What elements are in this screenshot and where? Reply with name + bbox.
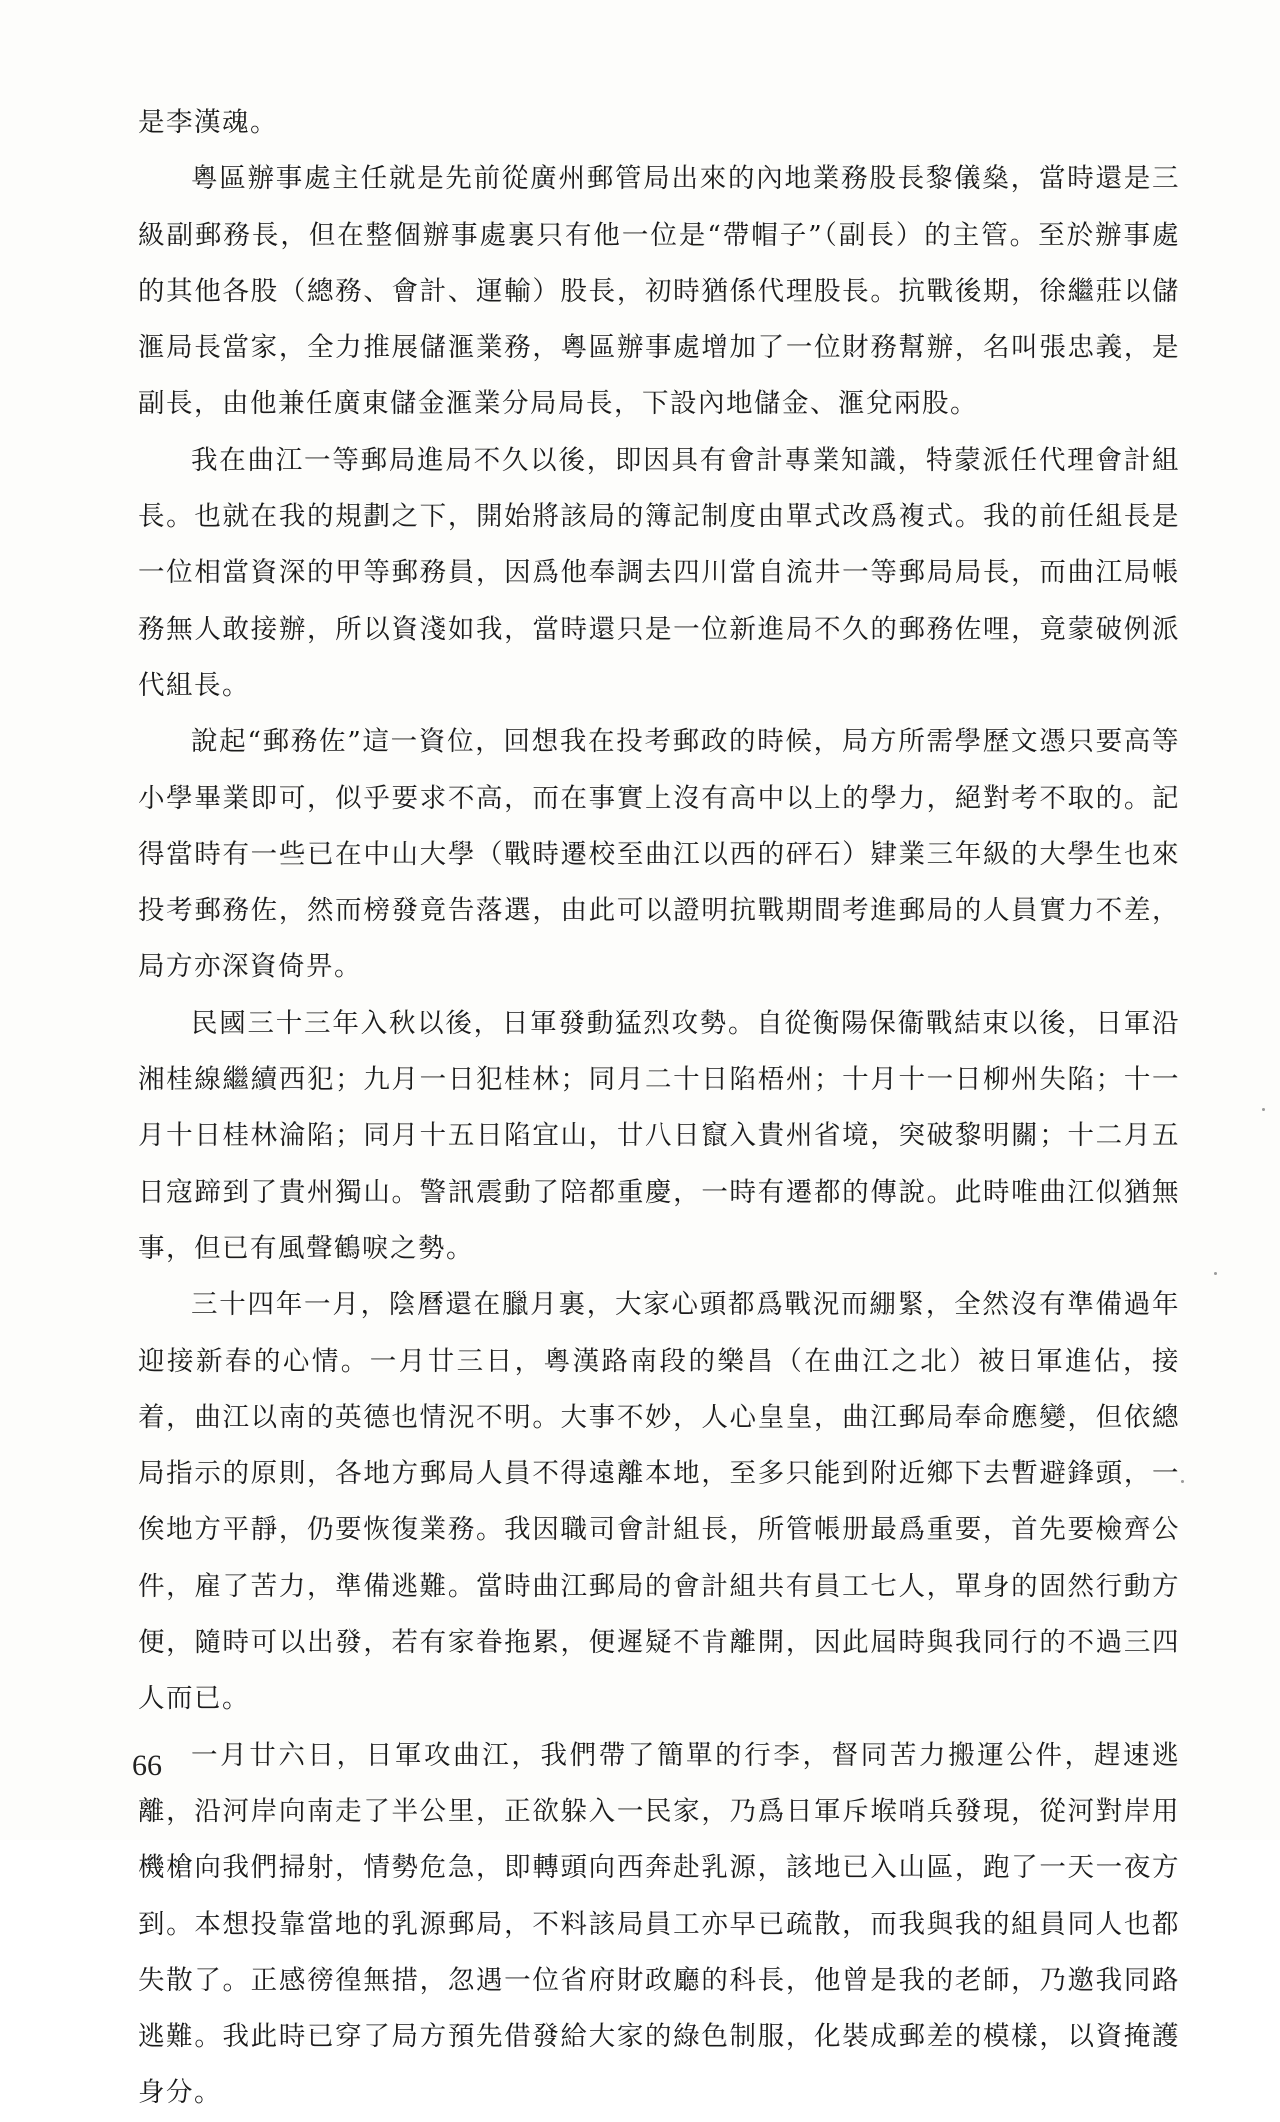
paragraph-postal-clerk: 說起“郵務佐”這一資位，回想我在投考郵政的時候，局方所需學歷文憑只要高等小學畢業即可，似乎要求不高，而在事實上沒有高中以上的學力，絕對考不取的。記得當時有一些已在中山大學（戰時遷校至曲江以西的砰石）肄業三年級的大學生也來投考郵務佐，然而榜發竟告落選，由此可以證明抗戰期間考進郵局的人員實力不差，局方亦深資倚畀。 [138,726,1180,983]
paragraph-yue-office: 粵區辦事處主任就是先前從廣州郵管局出來的內地業務股長黎儀燊，當時還是三級副郵務長，但在整個辦事處裏只有他一位是“帶帽子”（副長）的主管。至於辦事處的其他各股（總務、會計、運輸）股長，初時猶係代理股長。抗戰後期，徐繼莊以儲滙局長當家，全力推展儲滙業務，粵區辦事處增加了一位財務幫辦，名叫張忠義，是副長，由他兼任廣東儲金滙業分局局長，下設內地儲金、滙兌兩股。 [138,163,1180,420]
paragraph-continued: 是李漢魂。 [138,107,278,138]
paragraph-japanese-offensive: 民國三十三年入秋以後，日軍發動猛烈攻勢。自從衡陽保衞戰結束以後，日軍沿湘桂線繼續西犯；九月一日犯桂林；同月二十日陷梧州；十月十一日柳州失陷；十一月十日桂林淪陷；同月十五日陷宜山，廿八日竄入貴州省境，突破黎明關；十二月五日寇蹄到了貴州獨山。警訊震動了陪都重慶，一時有遷都的傳說。此時唯曲江似猶無事，但已有風聲鶴唳之勢。 [138,1007,1180,1264]
scan-speck [1181,1480,1184,1483]
paragraph-escape: 一月廿六日，日軍攻曲江，我們帶了簡單的行李，督同苦力搬運公件，趕速逃離，沿河岸向南走了半公里，正欲躲入一民家，乃爲日軍斥堠哨兵發現，從河對岸用機槍向我們掃射，情勢危急，即轉頭向西奔赴乳源，該地已入山區，跑了一天一夜方到。本想投靠當地的乳源郵局，不料該局員工亦早已疏散，而我與我的組員同人也都失散了。正感徬徨無措，忽遇一位省府財政廳的科長，他曾是我的老師，乃邀我同路逃難。我此時已穿了局方預先借發給大家的綠色制服，化裝成郵差的模樣，以資掩護身分。 [138,1739,1180,2109]
page-number: 66 [132,1749,162,1782]
body-text [138,95,1180,2122]
paragraph-accounting-chief: 我在曲江一等郵局進局不久以後，即因具有會計專業知識，特蒙派任代理會計組長。也就在我的規劃之下，開始將該局的簿記制度由單式改爲複式。我的前任組長是一位相當資深的甲等郵務員，因爲他奉調去四川當自流井一等郵局局長，而曲江局帳務無人敢接辦，所以資淺如我，當時還只是一位新進局不久的郵務佐哩，竟蒙破例派代組長。 [138,444,1180,701]
scan-speck [1262,1108,1265,1111]
paragraph-lunar-new-year: 三十四年一月，陰曆還在臘月裏，大家心頭都爲戰況而綳緊，全然沒有準備過年迎接新春的心情。一月廿三日，粵漢路南段的樂昌（在曲江之北）被日軍進佔，接着，曲江以南的英德也情況不明。大事不妙，人心皇皇，曲江郵局奉命應變，但依總局指示的原則，各地方郵局人員不得遠離本地，至多只能到附近鄉下去暫避鋒頭，一俟地方平靜，仍要恢復業務。我因職司會計組長，所管帳册最爲重要，首先要檢齊公件，雇了苦力，準備逃難。當時曲江郵局的會計組共有員工七人，單身的固然行動方便，隨時可以出發，若有家眷拖累，便遲疑不肯離開，因此屆時與我同行的不過三四人而已。 [138,1289,1180,1715]
scan-speck [1214,1272,1217,1275]
